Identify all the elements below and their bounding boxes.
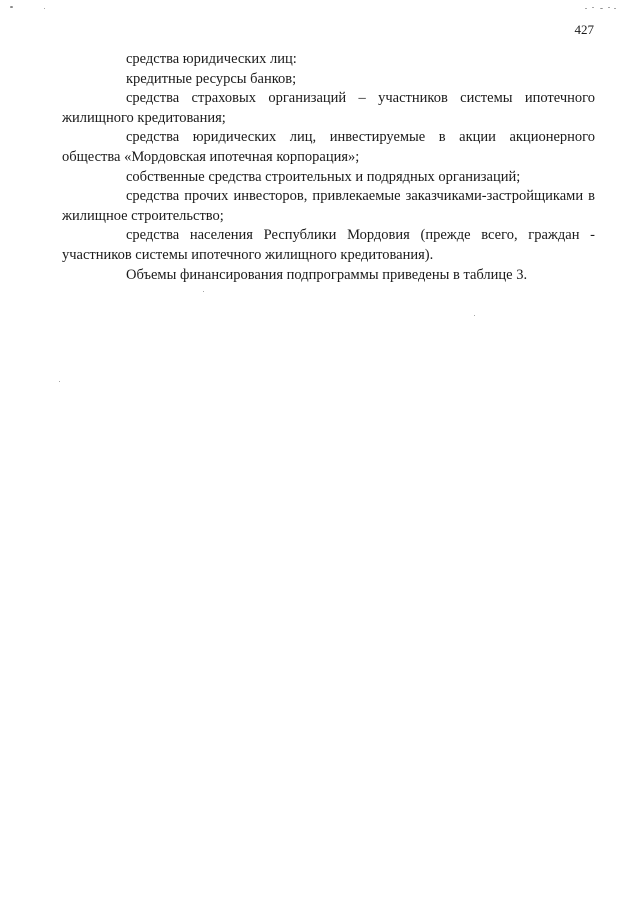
paragraph: средства юридических лиц:: [126, 51, 297, 67]
scan-speck: [44, 8, 45, 9]
scan-speck: [10, 6, 13, 8]
scan-speck: [585, 8, 587, 9]
paragraph: средства прочих инвесторов, привлекаемые заказчиками-застройщиками в жилищное строительство;: [62, 188, 595, 224]
scan-speck: [600, 8, 603, 9]
scan-speck: [608, 7, 610, 8]
scan-speck: [59, 381, 60, 382]
paragraph: кредитные ресурсы банков;: [126, 70, 297, 87]
scan-speck: [203, 291, 204, 292]
paragraph: средства юридических лиц, инвестируемые в акции акционерного общества «Мордовская ипотечная корпорация»;: [62, 129, 595, 165]
paragraph: средства населения Республики Мордовия (прежде всего, граждан - участников системы ипотечного жилищного кредитования).: [62, 227, 595, 263]
scan-speck: [592, 7, 594, 8]
page-number: 427: [574, 22, 594, 37]
paragraph: собственные средства строительных и подрядных организаций;: [126, 168, 521, 185]
paragraph: Объемы финансирования подпрограммы приведены в таблице 3.: [126, 266, 528, 283]
paragraph: средства страховых организаций – участников системы ипотечного жилищного кредитования;: [62, 90, 595, 126]
scan-speck: [614, 8, 616, 9]
document-body: [62, 50, 595, 285]
scan-speck: [474, 315, 475, 316]
